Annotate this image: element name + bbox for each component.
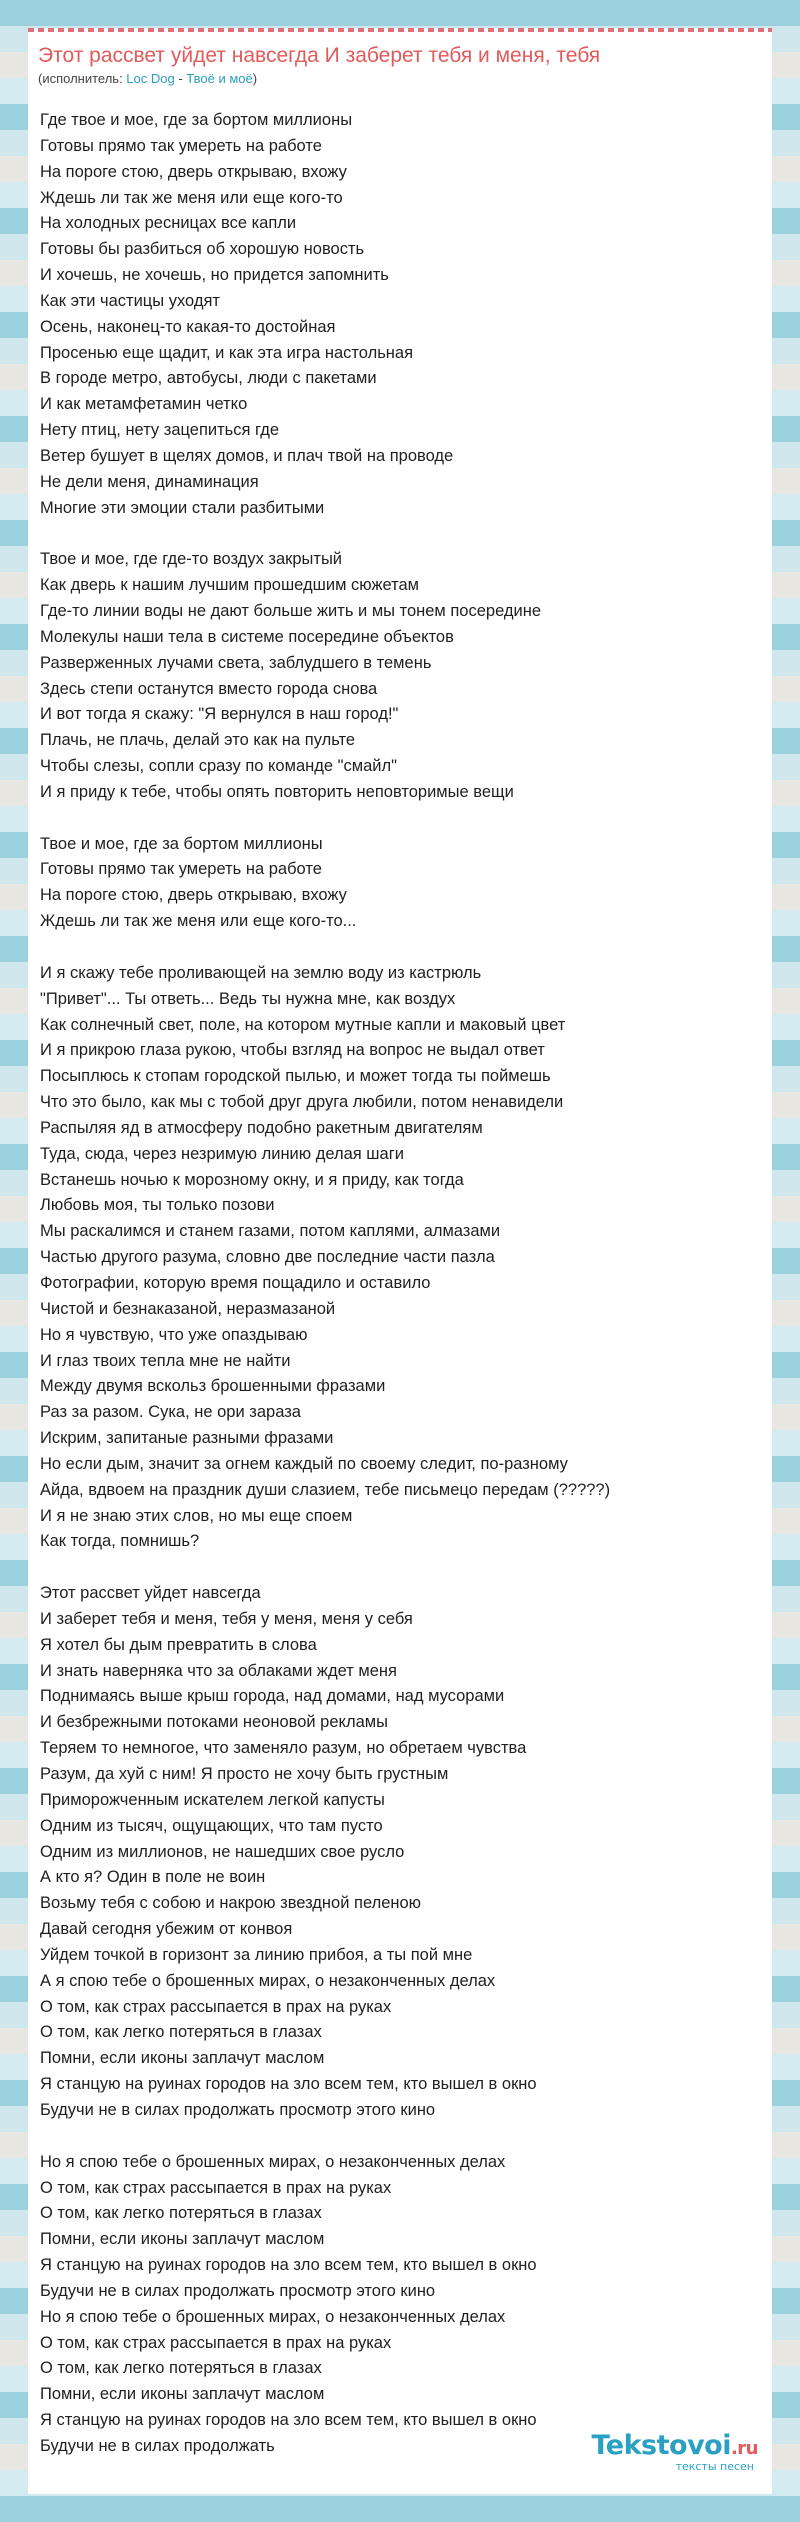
lyric-line: Как солнечный свет, поле, на котором мутные капли и маковый цвет — [40, 1015, 566, 1034]
lyric-line: Встанешь ночью к морозному окну, и я приду, как тогда — [40, 1170, 464, 1189]
artist-song-separator: - — [174, 71, 187, 86]
lyric-line: На пороге стою, дверь открываю, вхожу — [40, 162, 347, 181]
lyric-line: Я станцую на руинах городов на зло всем тем, кто вышел в окно — [40, 2075, 537, 2094]
lyric-line: Распыляя яд в атмосферу подобно ракетным двигателям — [40, 1118, 483, 1137]
lyric-line: О том, как легко потеряться в глазах — [40, 2204, 322, 2223]
stanza-break — [40, 2124, 762, 2150]
lyric-line: Этот рассвет уйдет навсегда — [40, 1584, 261, 1603]
lyric-line: Осень, наконец-то какая-то достойная — [40, 317, 336, 336]
lyric-line: Уйдем точкой в горизонт за линию прибоя, а ты пой мне — [40, 1945, 473, 1964]
lyric-line: Ветер бушует в щелях домов, и плач твой на проводе — [40, 446, 454, 465]
lyric-line: Мы раскалимся и станем газами, потом каплями, алмазами — [40, 1222, 501, 1241]
lyric-line: О том, как страх рассыпается в прах на руках — [40, 2178, 392, 2197]
lyric-line: Любовь моя, ты только позови — [40, 1196, 275, 1215]
song-link[interactable]: Твоё и моё — [186, 71, 253, 86]
lyric-line: Будучи не в силах продолжать — [40, 2436, 275, 2455]
lyric-line: А я спою тебе о брошенных мирах, о незаконченных делах — [40, 1971, 496, 1990]
lyric-line: Поднимаясь выше крыш города, над домами, над мусорами — [40, 1687, 505, 1706]
lyric-line: Но я спою тебе о брошенных мирах, о незаконченных делах — [40, 2152, 506, 2171]
lyric-line: Где-то линии воды не дают больше жить и мы тонем посередине — [40, 602, 542, 621]
lyric-line: Между двумя вскольз брошенными фразами — [40, 1377, 386, 1396]
lyric-line: Но если дым, значит за огнем каждый по своему следит, по-разному — [40, 1454, 568, 1473]
lyric-line: И знать наверняка что за облаками ждет меня — [40, 1661, 397, 1680]
lyric-line: А кто я? Один в поле не воин — [40, 1868, 266, 1887]
lyric-line: Частью другого разума, словно две последние части пазла — [40, 1248, 495, 1267]
lyric-line: На пороге стою, дверь открываю, вхожу — [40, 886, 347, 905]
lyric-line: О том, как легко потеряться в глазах — [40, 2359, 322, 2378]
lyric-line: Молекулы наши тела в системе посередине объектов — [40, 627, 454, 646]
lyric-line: "Привет"... Ты ответь... Ведь ты нужна мне, как воздух — [40, 989, 456, 1008]
lyric-line: Одним из тысяч, ощущающих, что там пусто — [40, 1816, 383, 1835]
artist-link[interactable]: Loc Dog — [126, 71, 175, 86]
lyric-line: Будучи не в силах продолжать просмотр этого кино — [40, 2281, 436, 2300]
lyric-line: Многие эти эмоции стали разбитыми — [40, 498, 325, 517]
page-title: Этот рассвет уйдет навсегда И заберет тебя и меня, тебя — [38, 44, 601, 67]
lyric-line: В городе метро, автобусы, люди с пакетами — [40, 369, 377, 388]
lyric-line: Я станцую на руинах городов на зло всем тем, кто вышел в окно — [40, 2411, 537, 2430]
lyric-line: Фотографии, которую время пощадило и оставило — [40, 1273, 431, 1292]
lyric-line: Готовы бы разбиться об хорошую новость — [40, 240, 365, 259]
logo-name: Tekstovoi — [591, 2430, 731, 2461]
song-header — [38, 42, 762, 88]
lyric-line: И глаз твоих тепла мне не найти — [40, 1351, 291, 1370]
stanza-break — [40, 1555, 762, 1581]
lyric-line: Нету птиц, нету зацепиться где — [40, 421, 280, 440]
lyrics-body — [40, 108, 762, 2460]
lyric-line: Готовы прямо так умереть на работе — [40, 136, 322, 155]
site-logo[interactable] — [591, 2432, 758, 2472]
lyric-line: О том, как страх рассыпается в прах на руках — [40, 1997, 392, 2016]
lyric-line: Я хотел бы дым превратить в слова — [40, 1635, 317, 1654]
performer-prefix: (исполнитель: — [38, 71, 127, 86]
lyric-line: О том, как легко потеряться в глазах — [40, 2023, 322, 2042]
logo-domain: .ru — [730, 2438, 758, 2459]
lyric-line: Твое и мое, где где-то воздух закрытый — [40, 550, 343, 569]
lyric-line: Просенью еще щадит, и как эта игра настольная — [40, 343, 414, 362]
lyric-line: Ждешь ли так же меня или еще кого-то... — [40, 912, 357, 931]
lyric-line: Искрим, запитаные разными фразами — [40, 1429, 334, 1448]
lyric-line: Где твое и мое, где за бортом миллионы — [40, 111, 353, 129]
lyric-line: И заберет тебя и меня, тебя у меня, меня у себя — [40, 1609, 413, 1628]
lyric-line: Здесь степи останутся вместо города снова — [40, 679, 378, 698]
lyric-line: И я скажу тебе проливающей на землю воду из кастрюль — [40, 963, 482, 982]
lyric-line: Приморожченным искателем легкой капусты — [40, 1790, 385, 1809]
performer-line — [38, 70, 762, 88]
lyric-line: И я приду к тебе, чтобы опять повторить неповторимые вещи — [40, 782, 514, 801]
lyric-line: Одним из миллионов, не нашедших свое русло — [40, 1842, 405, 1861]
lyric-line: Возьму тебя с собою и накрою звездной пеленою — [40, 1894, 422, 1913]
lyric-line: И вот тогда я скажу: "Я вернулся в наш город!" — [40, 705, 399, 724]
lyric-line: Разверженных лучами света, заблудшего в темень — [40, 653, 432, 672]
lyric-line: Но я спою тебе о брошенных мирах, о незаконченных делах — [40, 2307, 506, 2326]
lyric-line: Теряем то немногое, что заменяло разум, но обретаем чувства — [40, 1739, 527, 1758]
lyric-line: Посыплюсь к стопам городской пылью, и может тогда ты поймешь — [40, 1067, 551, 1086]
lyric-line: Помни, если иконы заплачут маслом — [40, 2230, 325, 2249]
lyric-line: Что это было, как мы с тобой друг друга любили, потом ненавидели — [40, 1093, 564, 1112]
lyric-line: Как дверь к нашим лучшим прошедшим сюжетам — [40, 576, 420, 595]
lyric-line: Туда, сюда, через незримую линию делая шаги — [40, 1144, 404, 1163]
stanza-break — [40, 806, 762, 832]
lyric-line: На холодных ресницах все капли — [40, 214, 297, 233]
lyric-line: Помни, если иконы заплачут маслом — [40, 2049, 325, 2068]
stanza-break — [40, 935, 762, 961]
lyric-line: Как тогда, помнишь? — [40, 1532, 200, 1551]
lyric-line: Не дели меня, динаминация — [40, 472, 259, 491]
stanza-break — [40, 522, 762, 548]
lyric-line: Готовы прямо так умереть на работе — [40, 860, 322, 879]
lyric-line: Как эти частицы уходят — [40, 291, 220, 310]
lyric-line: Но я чувствую, что уже опаздываю — [40, 1325, 308, 1344]
lyric-line: И я прикрою глаза рукою, чтобы взгляд на вопрос не выдал ответ — [40, 1041, 545, 1060]
lyric-line: Ждешь ли так же меня или еще кого-то — [40, 188, 343, 207]
lyric-line: Будучи не в силах продолжать просмотр этого кино — [40, 2100, 436, 2119]
lyric-line: Чистой и безнаказаной, неразмазаной — [40, 1299, 336, 1318]
lyric-line: Айда, вдвоем на праздник души слазием, тебе письмецо передам (?????) — [40, 1480, 611, 1499]
lyric-line: Давай сегодня убежим от конвоя — [40, 1920, 293, 1939]
lyric-line: Помни, если иконы заплачут маслом — [40, 2385, 325, 2404]
lyrics-card — [28, 28, 772, 2494]
lyric-line: Плачь, не плачь, делай это как на пульте — [40, 731, 356, 750]
lyric-line: Разум, да хуй с ним! Я просто не хочу быть грустным — [40, 1765, 449, 1783]
lyric-line: О том, как страх рассыпается в прах на руках — [40, 2333, 392, 2352]
lyric-line: И хочешь, не хочешь, но придется запомнить — [40, 266, 389, 285]
lyric-line: Я станцую на руинах городов на зло всем тем, кто вышел в окно — [40, 2256, 537, 2275]
lyric-line: Раз за разом. Сука, не ори зараза — [40, 1403, 301, 1422]
lyric-line: Твое и мое, где за бортом миллионы — [40, 834, 323, 853]
lyric-line: И безбрежными потоками неоновой рекламы — [40, 1713, 388, 1732]
lyric-line: И я не знаю этих слов, но мы еще споем — [40, 1506, 353, 1525]
lyric-line: И как метамфетамин четко — [40, 395, 248, 414]
dotted-top-border — [28, 28, 772, 32]
logo-tagline: тексты песен — [675, 2460, 754, 2473]
lyric-line: Чтобы слезы, сопли сразу по команде "смайл" — [40, 757, 397, 776]
performer-suffix: ) — [252, 71, 258, 86]
